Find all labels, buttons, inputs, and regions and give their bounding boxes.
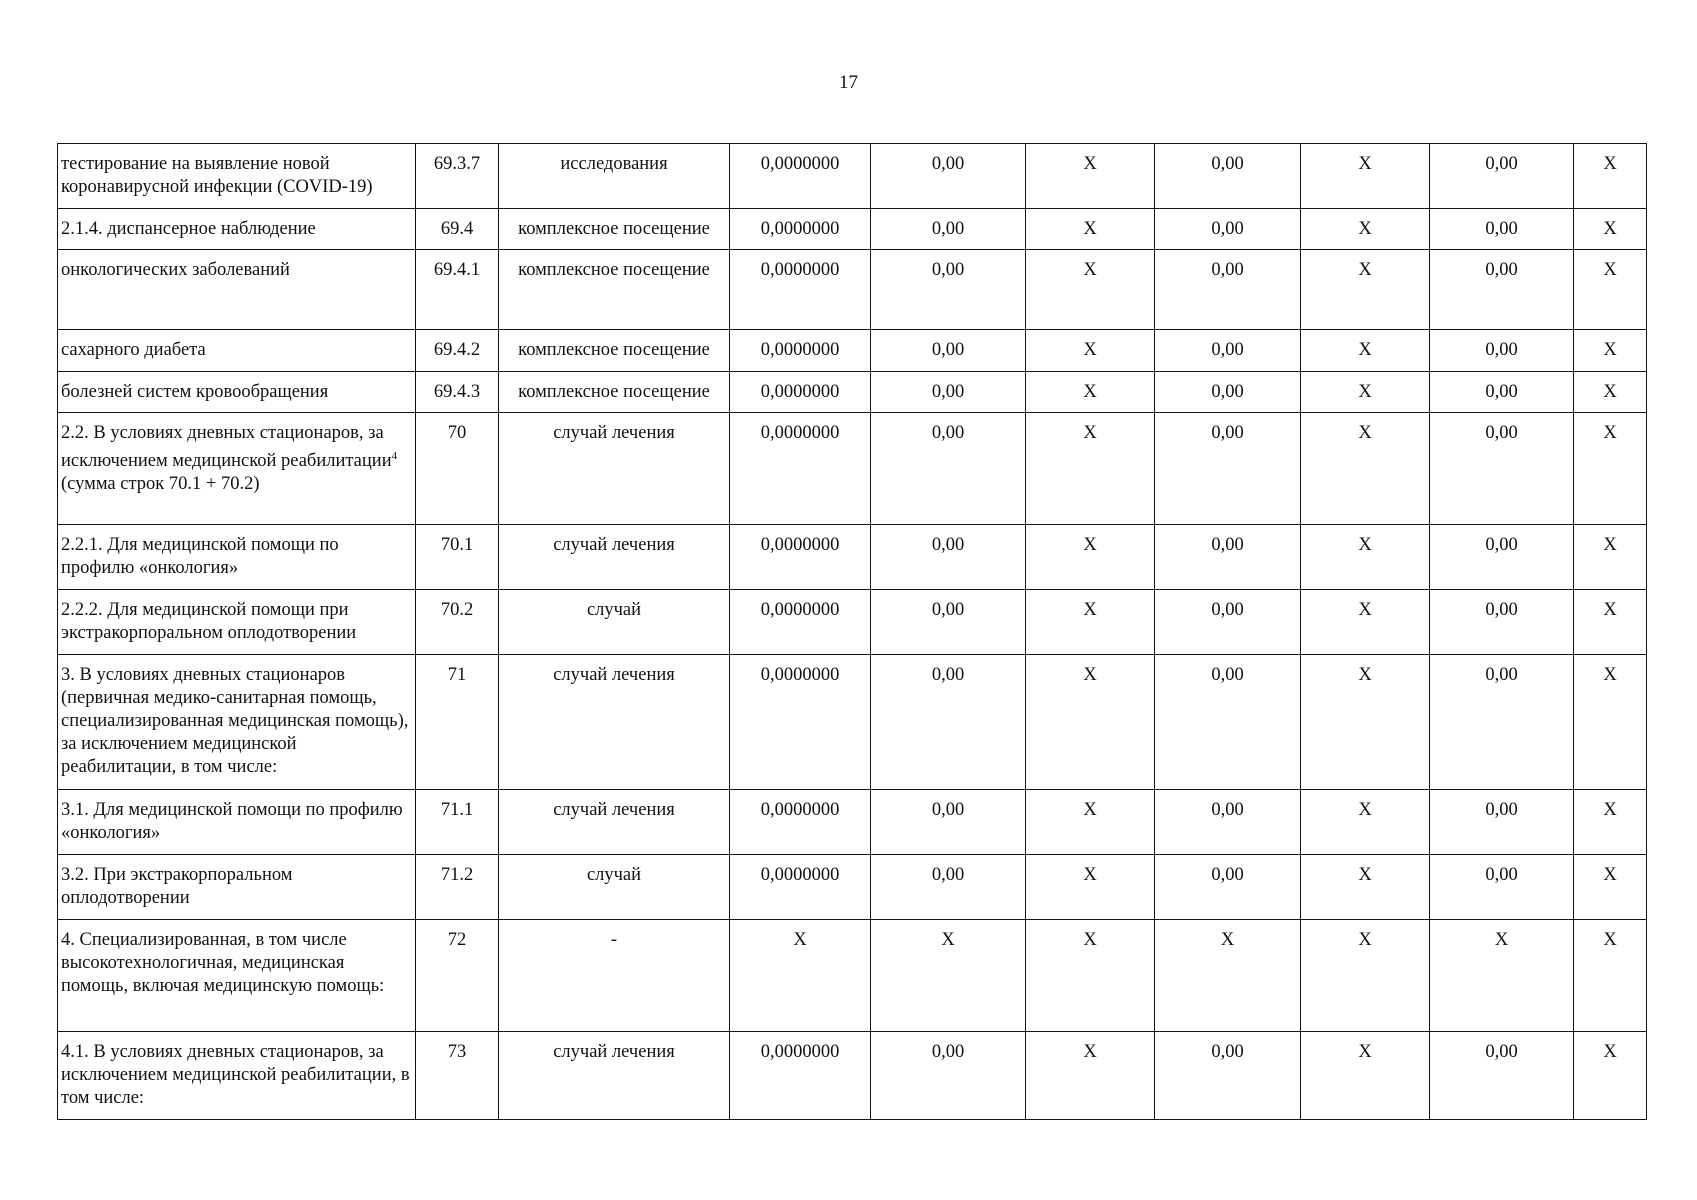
row-value-6: 0,00 (1430, 372, 1574, 413)
table-row (58, 144, 1647, 209)
row-value-2: 0,00 (871, 330, 1026, 372)
row-unit: случай лечения (499, 790, 730, 855)
row-value-4: 0,00 (1155, 590, 1301, 655)
row-unit: исследования (499, 144, 730, 209)
row-value-4: 0,00 (1155, 330, 1301, 372)
row-code: 70 (416, 413, 499, 525)
row-value-4: 0,00 (1155, 855, 1301, 920)
row-name: 3. В условиях дневных стационаров (первичная медико-санитарная помощь, специализированная медицинская помощь), за исключением медицинской реабилитации, в том числе: (58, 655, 416, 790)
row-value-3: X (1026, 920, 1155, 1032)
row-value-4: 0,00 (1155, 144, 1301, 209)
row-name: 2.1.4. диспансерное наблюдение (58, 209, 416, 250)
row-value-2: 0,00 (871, 790, 1026, 855)
row-name: онкологических заболеваний (58, 250, 416, 330)
row-value-7: X (1574, 250, 1647, 330)
row-value-7: X (1574, 790, 1647, 855)
row-value-6: 0,00 (1430, 250, 1574, 330)
row-value-1: 0,0000000 (730, 144, 871, 209)
row-code: 71.1 (416, 790, 499, 855)
row-code: 71 (416, 655, 499, 790)
row-value-3: X (1026, 413, 1155, 525)
table-body (58, 144, 1647, 1120)
row-name: 2.2.1. Для медицинской помощи по профилю «онкология» (58, 525, 416, 590)
row-value-2: 0,00 (871, 250, 1026, 330)
row-code: 70.2 (416, 590, 499, 655)
table-row (58, 413, 1647, 525)
row-value-7: X (1574, 920, 1647, 1032)
row-name-text: 2.2. В условиях дневных стационаров, за исключением медицинской реабилитации (61, 423, 392, 472)
row-value-2: 0,00 (871, 413, 1026, 525)
row-code: 69.4.2 (416, 330, 499, 372)
row-value-4: 0,00 (1155, 413, 1301, 525)
row-value-3: X (1026, 250, 1155, 330)
table-row (58, 590, 1647, 655)
row-name: 3.1. Для медицинской помощи по профилю «онкология» (58, 790, 416, 855)
row-value-1: 0,0000000 (730, 372, 871, 413)
row-value-3: X (1026, 655, 1155, 790)
table-row (58, 855, 1647, 920)
page-number: 17 (839, 72, 858, 93)
data-table (57, 143, 1647, 1120)
row-code: 69.3.7 (416, 144, 499, 209)
row-value-6: 0,00 (1430, 590, 1574, 655)
row-value-1: 0,0000000 (730, 330, 871, 372)
row-code: 69.4.1 (416, 250, 499, 330)
row-value-7: X (1574, 330, 1647, 372)
row-value-7: X (1574, 209, 1647, 250)
row-unit: комплексное посещение (499, 330, 730, 372)
row-value-1: 0,0000000 (730, 1032, 871, 1120)
row-value-5: X (1301, 525, 1430, 590)
table-row (58, 1032, 1647, 1120)
row-value-2: 0,00 (871, 1032, 1026, 1120)
row-unit: случай лечения (499, 655, 730, 790)
row-value-3: X (1026, 525, 1155, 590)
row-name: тестирование на выявление новой коронавирусной инфекции (COVID-19) (58, 144, 416, 209)
row-code: 73 (416, 1032, 499, 1120)
row-value-6: X (1430, 920, 1574, 1032)
row-value-4: 0,00 (1155, 1032, 1301, 1120)
row-code: 69.4.3 (416, 372, 499, 413)
row-value-5: X (1301, 1032, 1430, 1120)
row-value-1: 0,0000000 (730, 209, 871, 250)
table-row (58, 330, 1647, 372)
row-unit: случай (499, 855, 730, 920)
row-value-5: X (1301, 655, 1430, 790)
row-value-2: X (871, 920, 1026, 1032)
row-value-1: 0,0000000 (730, 855, 871, 920)
row-code: 70.1 (416, 525, 499, 590)
row-code: 69.4 (416, 209, 499, 250)
row-value-6: 0,00 (1430, 330, 1574, 372)
row-value-5: X (1301, 855, 1430, 920)
row-value-2: 0,00 (871, 372, 1026, 413)
table-row (58, 525, 1647, 590)
row-unit: случай лечения (499, 525, 730, 590)
row-value-4: 0,00 (1155, 209, 1301, 250)
row-code: 71.2 (416, 855, 499, 920)
row-value-5: X (1301, 920, 1430, 1032)
row-value-2: 0,00 (871, 525, 1026, 590)
row-value-3: X (1026, 790, 1155, 855)
row-value-7: X (1574, 590, 1647, 655)
row-value-1: 0,0000000 (730, 250, 871, 330)
row-value-1: 0,0000000 (730, 790, 871, 855)
row-name: 4.1. В условиях дневных стационаров, за исключением медицинской реабилитации, в том числе: (58, 1032, 416, 1120)
row-value-6: 0,00 (1430, 855, 1574, 920)
row-value-7: X (1574, 525, 1647, 590)
row-name: сахарного диабета (58, 330, 416, 372)
row-value-5: X (1301, 209, 1430, 250)
row-value-4: 0,00 (1155, 372, 1301, 413)
row-value-7: X (1574, 1032, 1647, 1120)
row-value-5: X (1301, 144, 1430, 209)
row-unit: случай лечения (499, 413, 730, 525)
row-value-1: 0,0000000 (730, 590, 871, 655)
row-value-5: X (1301, 790, 1430, 855)
row-code: 72 (416, 920, 499, 1032)
row-name-tail: (сумма строк 70.1 + 70.2) (61, 474, 260, 495)
row-value-6: 0,00 (1430, 525, 1574, 590)
row-value-1: X (730, 920, 871, 1032)
row-value-7: X (1574, 372, 1647, 413)
row-value-6: 0,00 (1430, 655, 1574, 790)
row-name: 2.2.2. Для медицинской помощи при экстракорпоральном оплодотворении (58, 590, 416, 655)
row-unit: случай лечения (499, 1032, 730, 1120)
row-value-3: X (1026, 144, 1155, 209)
row-value-1: 0,0000000 (730, 525, 871, 590)
row-unit: комплексное посещение (499, 250, 730, 330)
row-value-3: X (1026, 209, 1155, 250)
row-value-2: 0,00 (871, 655, 1026, 790)
table-row (58, 372, 1647, 413)
table-row (58, 790, 1647, 855)
row-unit: случай (499, 590, 730, 655)
row-value-4: 0,00 (1155, 790, 1301, 855)
row-value-4: 0,00 (1155, 250, 1301, 330)
row-value-3: X (1026, 855, 1155, 920)
row-value-6: 0,00 (1430, 1032, 1574, 1120)
row-value-3: X (1026, 372, 1155, 413)
table-row (58, 920, 1647, 1032)
row-value-7: X (1574, 413, 1647, 525)
row-value-3: X (1026, 1032, 1155, 1120)
row-unit: - (499, 920, 730, 1032)
row-name: 3.2. При экстракорпоральном оплодотворении (58, 855, 416, 920)
row-name: 4. Специализированная, в том числе высокотехнологичная, медицинская помощь, включая медицинскую помощь: (58, 920, 416, 1032)
row-value-1: 0,0000000 (730, 413, 871, 525)
row-value-6: 0,00 (1430, 209, 1574, 250)
table-row (58, 250, 1647, 330)
row-value-2: 0,00 (871, 590, 1026, 655)
row-value-7: X (1574, 144, 1647, 209)
row-value-3: X (1026, 590, 1155, 655)
row-value-5: X (1301, 330, 1430, 372)
row-name: болезней систем кровообращения (58, 372, 416, 413)
table-row (58, 209, 1647, 250)
row-value-4: 0,00 (1155, 655, 1301, 790)
row-value-6: 0,00 (1430, 413, 1574, 525)
footnote-marker: 4 (391, 450, 398, 462)
row-value-4: X (1155, 920, 1301, 1032)
row-value-6: 0,00 (1430, 790, 1574, 855)
row-value-2: 0,00 (871, 209, 1026, 250)
row-value-7: X (1574, 655, 1647, 790)
row-value-6: 0,00 (1430, 144, 1574, 209)
row-value-5: X (1301, 413, 1430, 525)
row-value-5: X (1301, 250, 1430, 330)
row-value-7: X (1574, 855, 1647, 920)
row-value-5: X (1301, 590, 1430, 655)
row-value-3: X (1026, 330, 1155, 372)
row-value-5: X (1301, 372, 1430, 413)
table-row (58, 655, 1647, 790)
row-unit: комплексное посещение (499, 372, 730, 413)
row-value-1: 0,0000000 (730, 655, 871, 790)
row-value-4: 0,00 (1155, 525, 1301, 590)
row-value-2: 0,00 (871, 855, 1026, 920)
row-name (58, 413, 416, 525)
row-value-2: 0,00 (871, 144, 1026, 209)
row-unit: комплексное посещение (499, 209, 730, 250)
